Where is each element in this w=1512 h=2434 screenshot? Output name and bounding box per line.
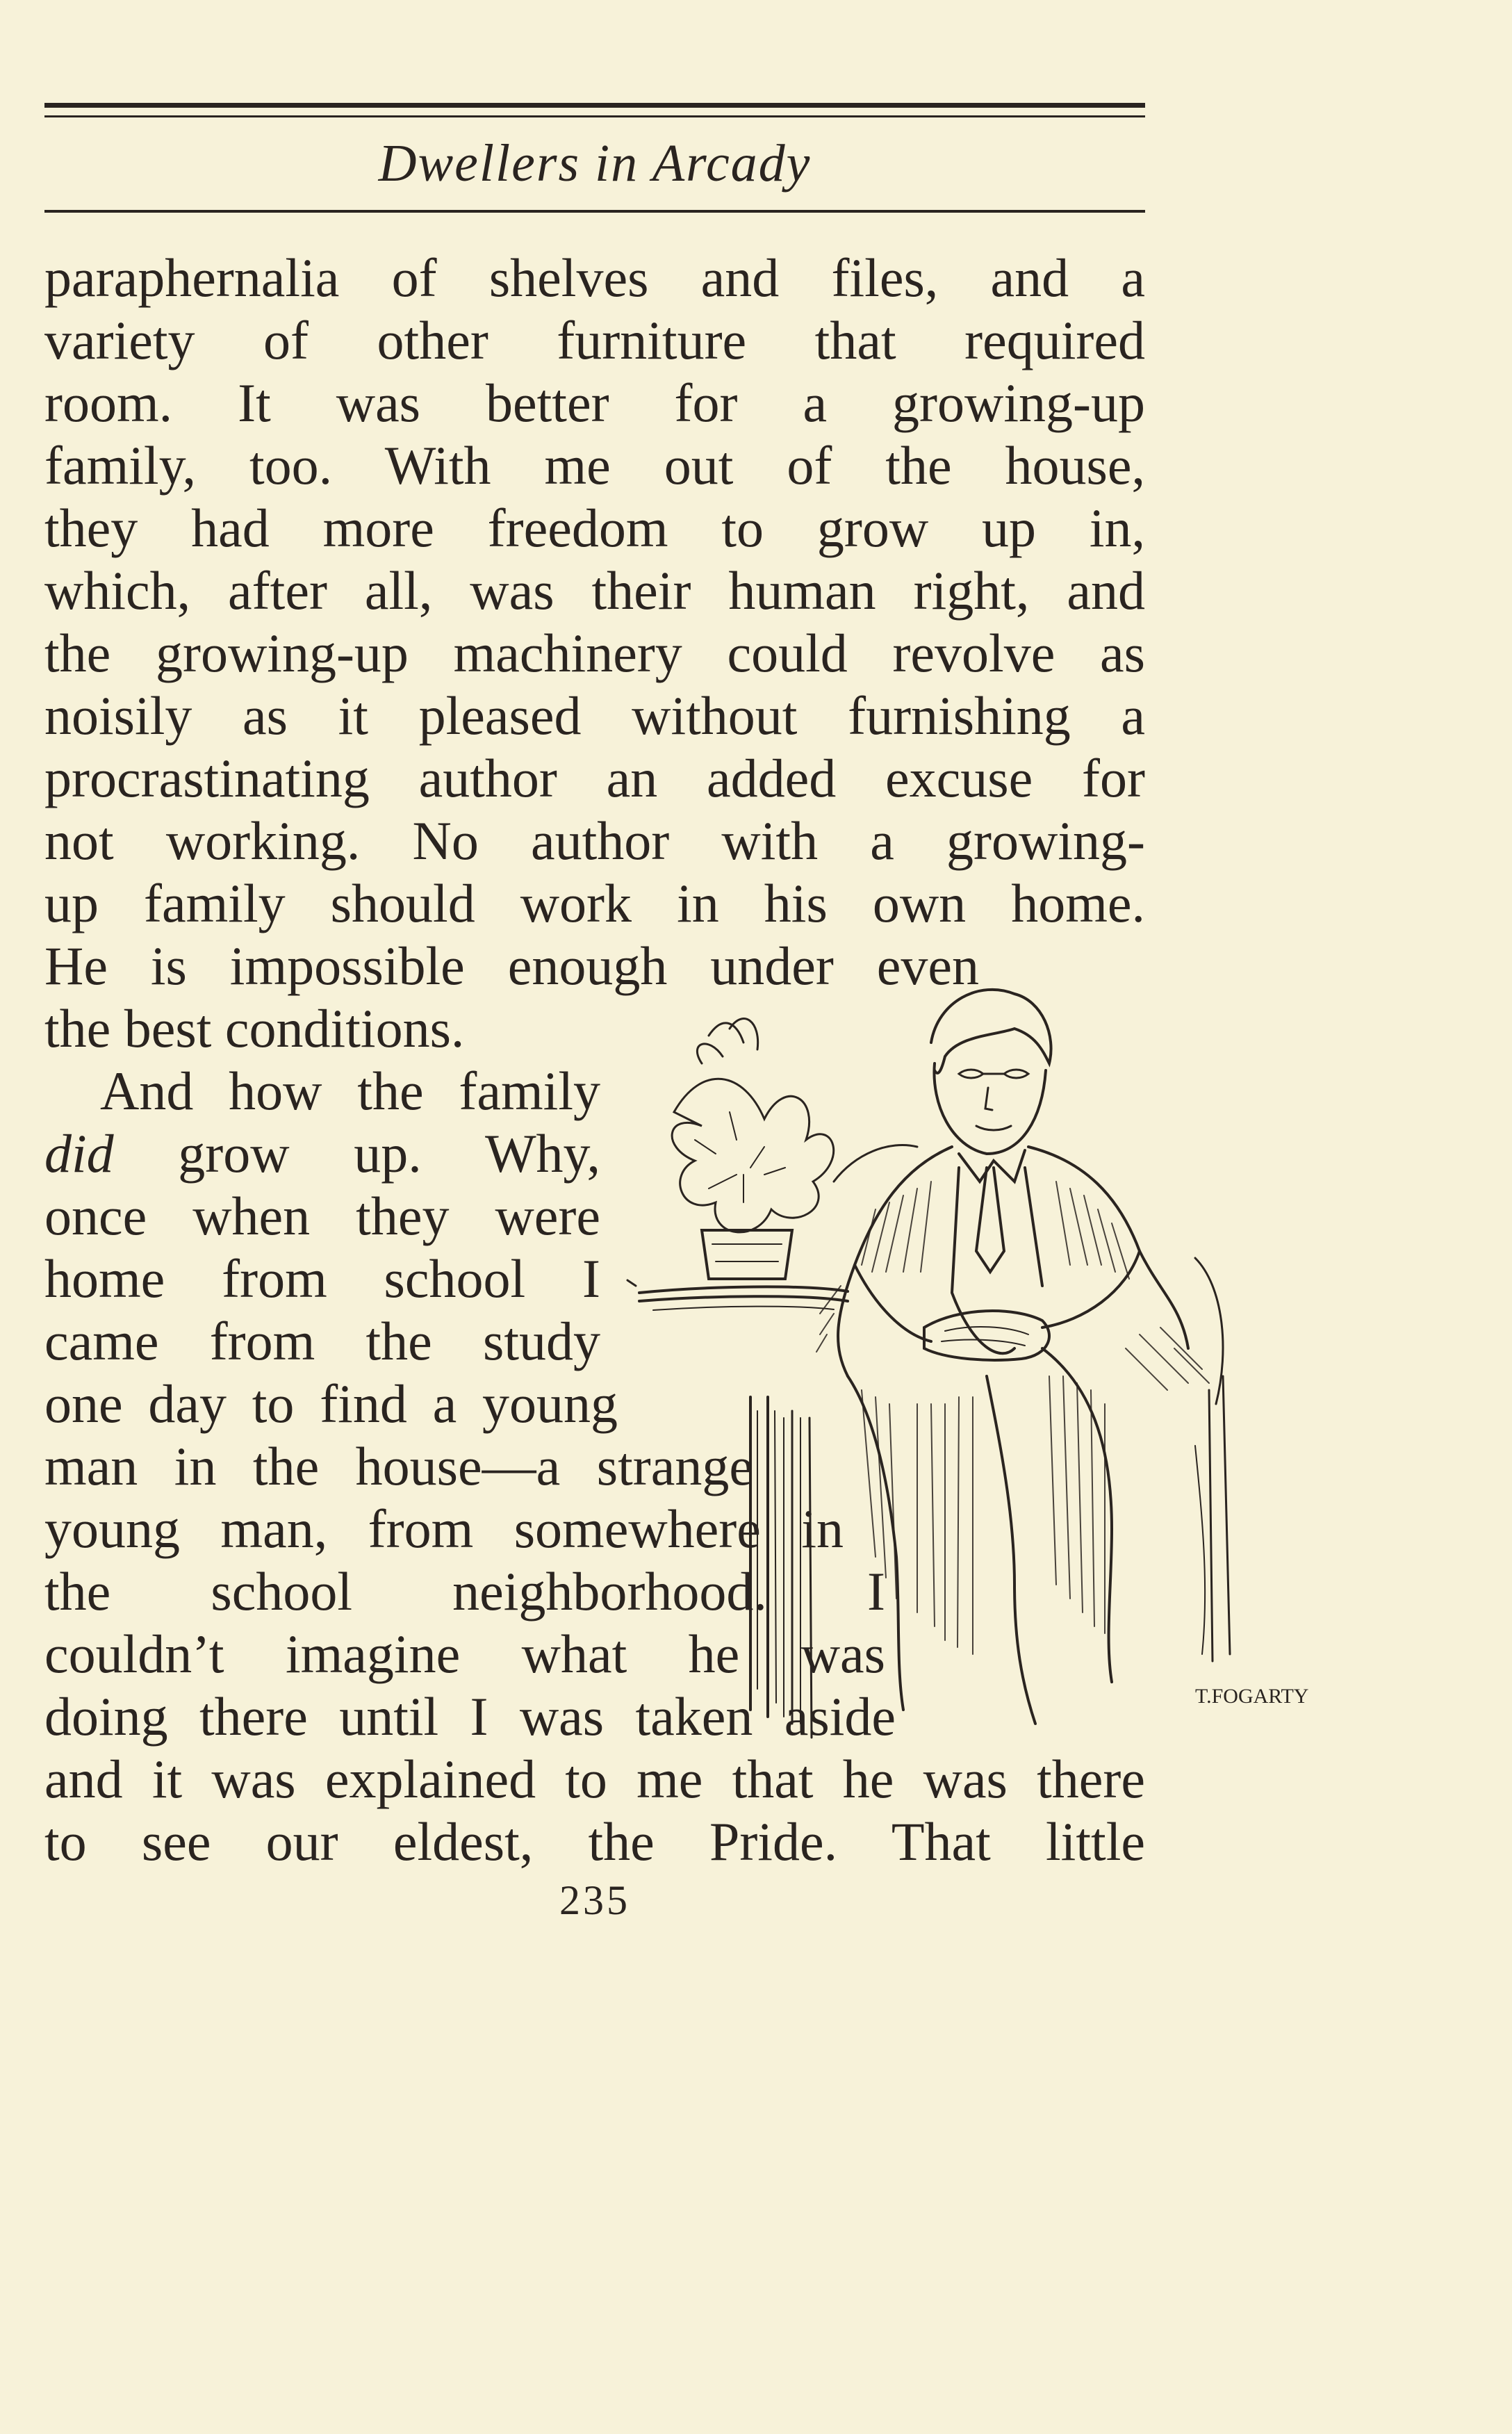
potted-plant xyxy=(672,1019,834,1279)
body-line-rest: grow up. Why, xyxy=(113,1123,600,1184)
side-table xyxy=(627,1280,848,1310)
artist-signature: T.FOGARTY xyxy=(1195,1685,1309,1708)
body-line: one day to find a young xyxy=(44,1373,618,1434)
body-line: came from the study xyxy=(44,1311,600,1371)
body-line: the best conditions. xyxy=(44,998,465,1059)
body-line xyxy=(44,1122,600,1185)
body-line: to see our eldest, the Pride. That little xyxy=(44,1811,1145,1872)
body-line: the growing-up machinery could revolve as xyxy=(44,623,1145,683)
body-line: paraphernalia of shelves and files, and a xyxy=(44,247,1145,308)
page-number: 235 xyxy=(559,1877,630,1923)
body-line: noisily as it pleased without furnishing a xyxy=(44,685,1145,746)
body-line: up family should work in his own home. xyxy=(44,873,1145,933)
running-head: Dwellers in Arcady xyxy=(378,134,812,193)
body-line: and it was explained to me that he was there xyxy=(44,1749,1145,1809)
body-line: young man, from somewhere in xyxy=(44,1498,844,1559)
ink-hatching xyxy=(816,1182,1209,1654)
header-rule-thin xyxy=(44,115,1145,117)
body-line: the school neighborhood. I xyxy=(44,1561,885,1622)
body-line: room. It was better for a growing-up xyxy=(44,373,1145,433)
body-line: procrastinating author an added excuse for xyxy=(44,748,1145,808)
body-line: variety of other furniture that required xyxy=(44,310,1145,370)
seated-man xyxy=(838,990,1188,1724)
body-line: they had more freedom to grow up in, xyxy=(44,498,1145,558)
body-line: couldn’t imagine what he was xyxy=(44,1624,885,1684)
seated-man-illustration xyxy=(625,959,1313,1745)
wicker-chair xyxy=(750,1145,1230,1738)
body-line: He is impossible enough under even xyxy=(44,936,979,996)
body-line: which, after all, was their human right, and xyxy=(44,560,1145,621)
body-line: And how the family xyxy=(100,1061,600,1121)
body-line: not working. No author with a growing- xyxy=(44,810,1145,871)
header-rule-top xyxy=(44,103,1145,108)
body-line: doing there until I was taken aside xyxy=(44,1686,896,1747)
header-rule-bottom xyxy=(44,210,1145,213)
body-line: once when they were xyxy=(44,1186,600,1246)
body-line: home from school I xyxy=(44,1248,600,1309)
body-line: man in the house—a strange xyxy=(44,1436,753,1496)
body-line: family, too. With me out of the house, xyxy=(44,435,1145,496)
emphasis-did: did xyxy=(44,1123,114,1184)
